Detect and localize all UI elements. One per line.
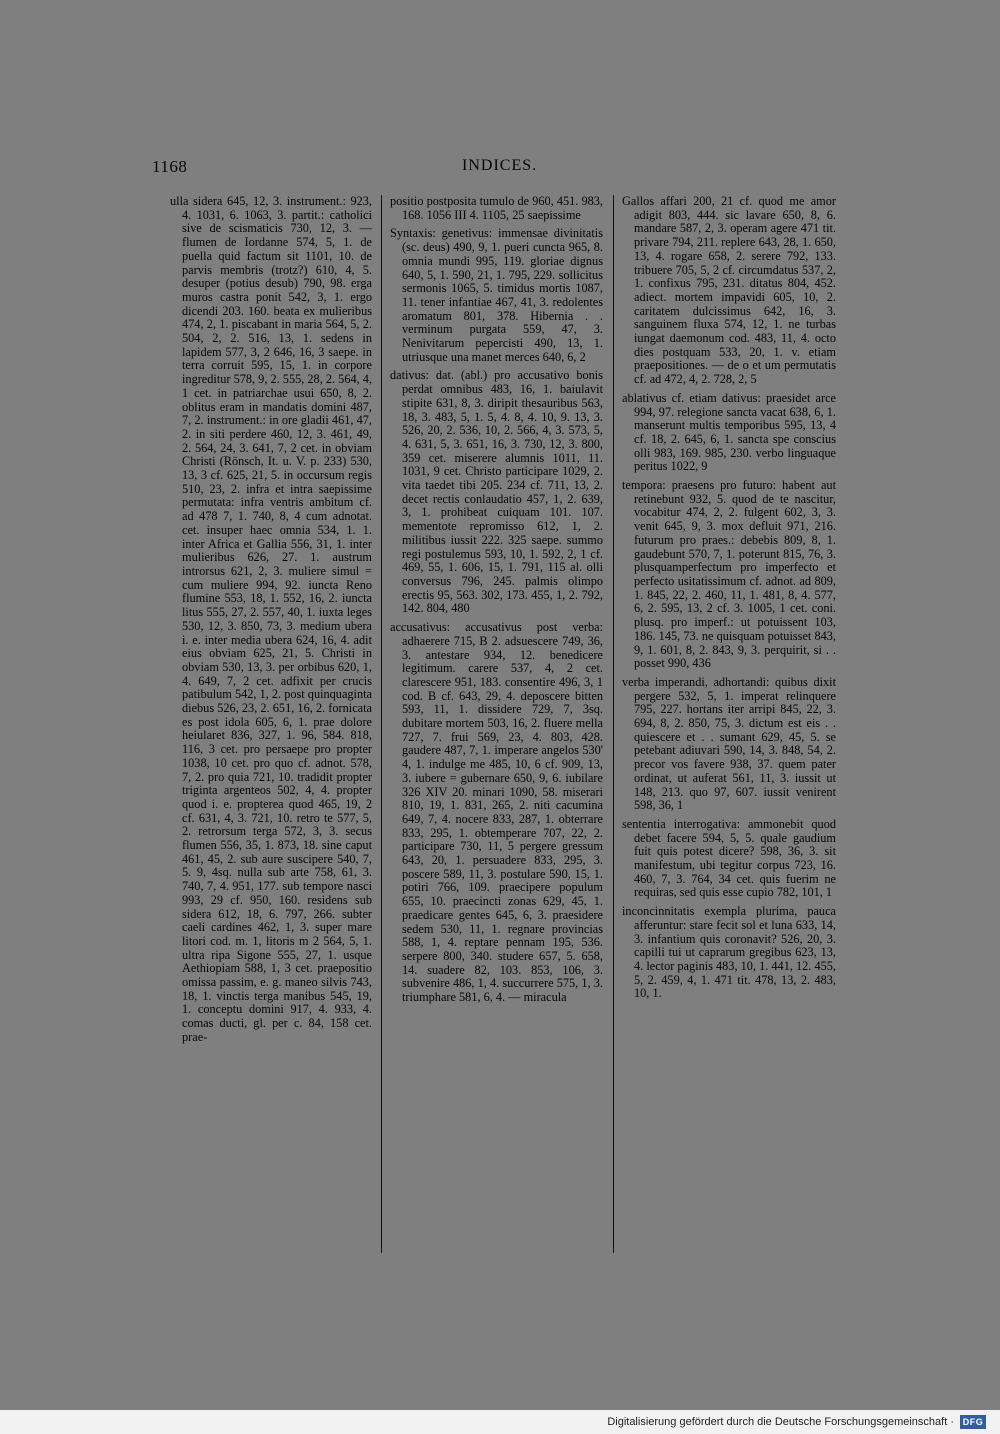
index-entry (622, 818, 836, 900)
index-entry (622, 676, 836, 813)
index-entry (622, 195, 836, 387)
entry-text: Gallos affari 200, 21 cf. quod me amor adigit 803, 444. sic lavare 650, 8, 6. mandare 587, 2, 3. operam agere 471 tit. privare 794, 211. replere 643, 28, 1. 650, 13, 4. rogare 658, 2. serere 792, 133. tribuere 705, 5, 2 cf. circumdatus 537, 2, 1. confixus 795, 231. ditatus 804, 452. adiect. mortem impavidi 605, 10, 2. caritatem dulcissimus 642, 16, 3. sanguinem fluxa 574, 12, 1. ne turbas iungat daemonum cod. 483, 11, 4. octo dies postquam 533, 20, 1. v. etiam praepositiones. — de o et um permutatis cf. ad 472, 4, 2. 728, 2, 5 (622, 195, 836, 387)
column-left (170, 195, 372, 1265)
index-entry (170, 195, 372, 1045)
column-right (622, 195, 836, 1265)
column-middle (390, 195, 603, 1265)
index-entry (622, 905, 836, 1001)
entry-text: dativus: dat. (abl.) pro accusativo bonis perdat omnibus 483, 16, 1. baiulavit stipite 631, 8, 3. diripit thesauribus 563, 18, 3. 483, 5, 1. 5, 4. 8, 4. 10, 9. 13, 3. 526, 20, 2. 536, 10, 2. 566, 4, 3. 573, 5, 4. 631, 5, 3. 651, 16, 3. 730, 12, 3. 800, 359 cet. miserere alumnis 1011, 11. 1031, 9 cet. Christo participare 1029, 2. vita taedet tibi 205. 234 cf. 711, 13, 2. decet rectis conlaudatio 457, 1, 2. 639, 3, 1. prohibeat cuiquam 101. 107. mementote repromisso 612, 1, 2. militibus iussit 222. 325 saepe. summo regi postulemus 593, 10, 1. 592, 2, 1 cf. 469, 55, 1. 606, 15, 1. 791, 115 al. olli conversus 796, 245. palmis olimpo erectis 95, 563. 302, 173. 455, 1, 2. 792, 142. 804, 480 (390, 368, 603, 616)
index-entry (622, 392, 836, 474)
funding-credit: Digitalisierung gefördert durch die Deutsche Forschungsgemeinschaft · (607, 1416, 954, 1428)
index-entry (390, 369, 603, 616)
dfg-logo[interactable]: DFG (960, 1415, 986, 1429)
index-entry (390, 195, 603, 222)
column-divider (613, 195, 614, 1253)
entry-text: Syntaxis: genetivus: immensae divinitatis (sc. deus) 490, 9, 1. pueri cuncta 965, 8. omnia mundi 995, 119. gloriae dignus 640, 5, 1. 590, 21, 1. 795, 229. sollicitus sermonis 1065, 5. timidus mortis 1087, 11. tener infantiae 467, 41, 3. redolentes aromatum 801, 378. Hibernia . . verminum purgata 559, 47, 3. Nenivitarum pepercisti 490, 13, 1. utriusque una manet merces 640, 6, 2 (390, 226, 603, 364)
entry-text: positio postposita tumulo de 960, 451. 983, 168. 1056 III 4. 1105, 25 saepissime (390, 195, 603, 222)
page-number: 1168 (152, 157, 188, 176)
index-entry (390, 621, 603, 1005)
entry-text: ulla sidera 645, 12, 3. instrument.: 923, 4. 1031, 6. 1063, 3. partit.: catholici sive de scismaticis 730, 12, 3. — flumen de Iordanne 574, 5, 1. de puella quid factum sit 1101, 10. de parvis membris (trotz?) 610, 4, 5. desuper (potius desub) 790, 98. erga muros castra ponit 542, 3, 1. ergo dicendi 203. 160. beata ex mulieribus 474, 2, 1. piscabant in maria 564, 5, 2. 504, 2, 2. 516, 13, 1. sedens in lapidem 577, 3, 2 646, 16, 3 saepe. in terra corruit 595, 15, 1. in corpore ingreditur 578, 9, 2. 555, 28, 2. 564, 4, 1 cet. in patriarchae usui 650, 8, 2. oblitus eram in mandatis domini 487, 7, 2. instrument.: in ore gladii 461, 47, 2. in siti perdere 460, 12, 3. 461, 49, 2. 564, 24, 3. 641, 7, 2 cet. in obviam Christi (Rönsch, It. u. V. p. 233) 530, 13, 3 cf. 625, 21, 5. in occursum regis 510, 23, 2. infra et intra saepissime permutata: infra ventris ambitum cf. ad 478 7, 1. 740, 8, 4 cum adnotat. cet. insuper haec omnia 534, 1. 1. inter Africa et Gallia 556, 31, 1. inter mulieribus 626, 27. 1. austrum introrsus 621, 2, 3. muliere simul = cum muliere 994, 92. iuncta Reno flumine 553, 18, 1. 552, 16, 2. iuncta litus 555, 27, 2. 557, 40, 1. iuxta leges 530, 12, 3. 850, 73, 3. medium ubera i. e. inter media ubera 624, 16, 4. adit eius obviam 625, 21, 5. Christi in obviam 530, 13, 3. per orbibus 620, 1, 4. 649, 7, 2 cet. adfixit per crucis patibulum 542, 1, 2. post quinquaginta diebus 526, 23, 2. 651, 16, 2. fornicata es post idola 605, 6, 1. prae dolore heiularet 836, 327, 1. 96, 584. 818, 116, 3 cet. pro persaepe pro propter 1038, 10 cet. pro quo cf. adnot. 578, 7, 2. pro quia 721, 10. tradidit propter triginta argenteos 502, 4, 4. propter quod i. e. propterea quod 465, 19, 2 cf. 631, 4, 3. 721, 10. retro te 577, 5, 2. retrorsum terga 572, 3, 3. secus flumen 556, 35, 1. 873, 18. sine caput 461, 45, 2. sub aure suscipere 540, 7, 5. 9, 4sq. nulla sub arte 758, 61, 3. 740, 7, 4. 951, 177. sub tempore nasci 993, 29 cf. 950, 160. residens sub sidera 612, 18, 6. 797, 266. subter caeli cardines 462, 1, 3. super mare litori cod. m. 1, litoris m 2 564, 5, 1. ultra ripa Sigone 555, 27, 1. usque Aethiopiam 588, 1, 3 cet. praepositio omissa passim, e. g. maneo silvis 743, 18, 1. vinctis terga manibus 545, 19, 1. conceptu domini 917, 4. 933, 4. comas ducti, gl. per c. 84, 158 cet. prae- (170, 195, 372, 1044)
entry-text: tempora: praesens pro futuro: habent aut retinebunt 932, 5. quod de te nascitur, vocabitur 474, 2, 2. fulgent 602, 3, 3. venit 645, 9, 3. mox defluit 971, 216. futurum pro praes.: debebis 809, 8, 1. gaudebunt 570, 7, 1. poterunt 815, 76, 3. plusquamperfectum pro imperfecto et perfecto usitatissimum cf. adnot. ad 809, 1. 845, 22, 2. 460, 11, 1. 481, 8, 4. 577, 6, 2. 595, 13, 2 cf. 3. 1005, 1 cet. coni. plusq. pro imperf.: ut potuissent 103, 186. 145, 73. ne quisquam potuisset 843, 9, 1. 601, 8, 2. 843, 9, 3. perquirit, si . . posset 990, 436 (622, 478, 836, 671)
entry-text: inconcinnitatis exempla plurima, pauca afferuntur: stare fecit sol et luna 633, 14, 3. infantium quis coronavit? 526, 20, 3. capilli tui ut caprarum gregibus 623, 13, 4. lector paginis 483, 10, 1. 441, 12. 455, 5, 2. 459, 4, 1. 471 tit. 478, 13, 2. 483, 10, 1. (622, 904, 836, 1001)
index-entry (622, 479, 836, 671)
entry-text: ablativus cf. etiam dativus: praesidet arce 994, 97. relegione sancta vacat 638, 6, 1. manserunt multis temporibus 595, 13, 4 cf. 18, 2. 645, 6, 1. sancta spe conscius olli 983, 169. 985, 230. verbo linguaque peritus 1022, 9 (622, 390, 836, 474)
entry-text: verba imperandi, adhortandi: quibus dixit pergere 532, 5, 1. imperat relinquere 795, 227. hortans iter arripi 845, 22, 3. 694, 8, 2. 850, 75, 3. dictum est eis . . quiescere et . . sumant 629, 45, 5. se petebant adiuvari 590, 14, 3. 848, 54, 2. precor vos favere 938, 37. quem pater ordinat, ut auferat 561, 11, 3. iussit ut 148, 213. quo 97, 607. iussit venirent 598, 36, 1 (622, 674, 836, 813)
index-entry (390, 227, 603, 364)
running-head: INDICES. (462, 157, 538, 174)
footer-bar (0, 1410, 1000, 1434)
column-divider (381, 195, 382, 1253)
entry-text: sententia interrogativa: ammonebit quod debet facere 594, 5, 5. quale gaudium fuit quis potest dicere? 598, 36, 3. sit manifestum, ubi tegitur corpus 723, 16. 460, 7, 3. 764, 34 cet. quis fuerim ne requiras, sed quis esse cupio 782, 101, 1 (622, 816, 836, 900)
entry-text: accusativus: accusativus post verba: adhaerere 715, B 2. adsuescere 749, 36, 3. antestare 934, 12. benedicere legitimum. carere 537, 4, 2 cet. clarescere 951, 183. consentire 496, 3, 1 cod. B cf. 643, 29, 4. deposcere bitten 593, 11, 1. dissidere 729, 7, 3sq. dubitare mortem 503, 16, 2. fluere mella 727, 7. frui 569, 23, 4. 803, 428. gaudere 487, 7, 1. imperare angelos 530' 4, 1. indulge me 485, 10, 6 cf. 909, 13, 3. iubere = gubernare 650, 9, 6. iubilare 326 XIV 20. minari 1090, 58. miserari 810, 19, 1. 831, 265, 2. niti cacumina 649, 7, 4. nocere 833, 287, 1. obterrare 833, 295, 1. obtemperare 707, 22, 2. participare 730, 11, 5 pergere gressum 643, 20, 1. persuadere 833, 295, 3. poscere 589, 11, 3. postulare 590, 15, 1. potiri 766, 109. praecipere populum 655, 10. praecincti zonas 629, 45, 1. praedicare gentes 645, 6, 3. praesidere sedem 530, 11, 1. regnare provincias 588, 1, 4. reptare pennam 195, 536. serpere 800, 340. studere 657, 5. 658, 14. suadere 82, 103. 853, 106, 3. subvenire 486, 1, 4. succurrere 575, 1, 3. triumphare 581, 6, 4. — miracula (390, 620, 603, 1005)
